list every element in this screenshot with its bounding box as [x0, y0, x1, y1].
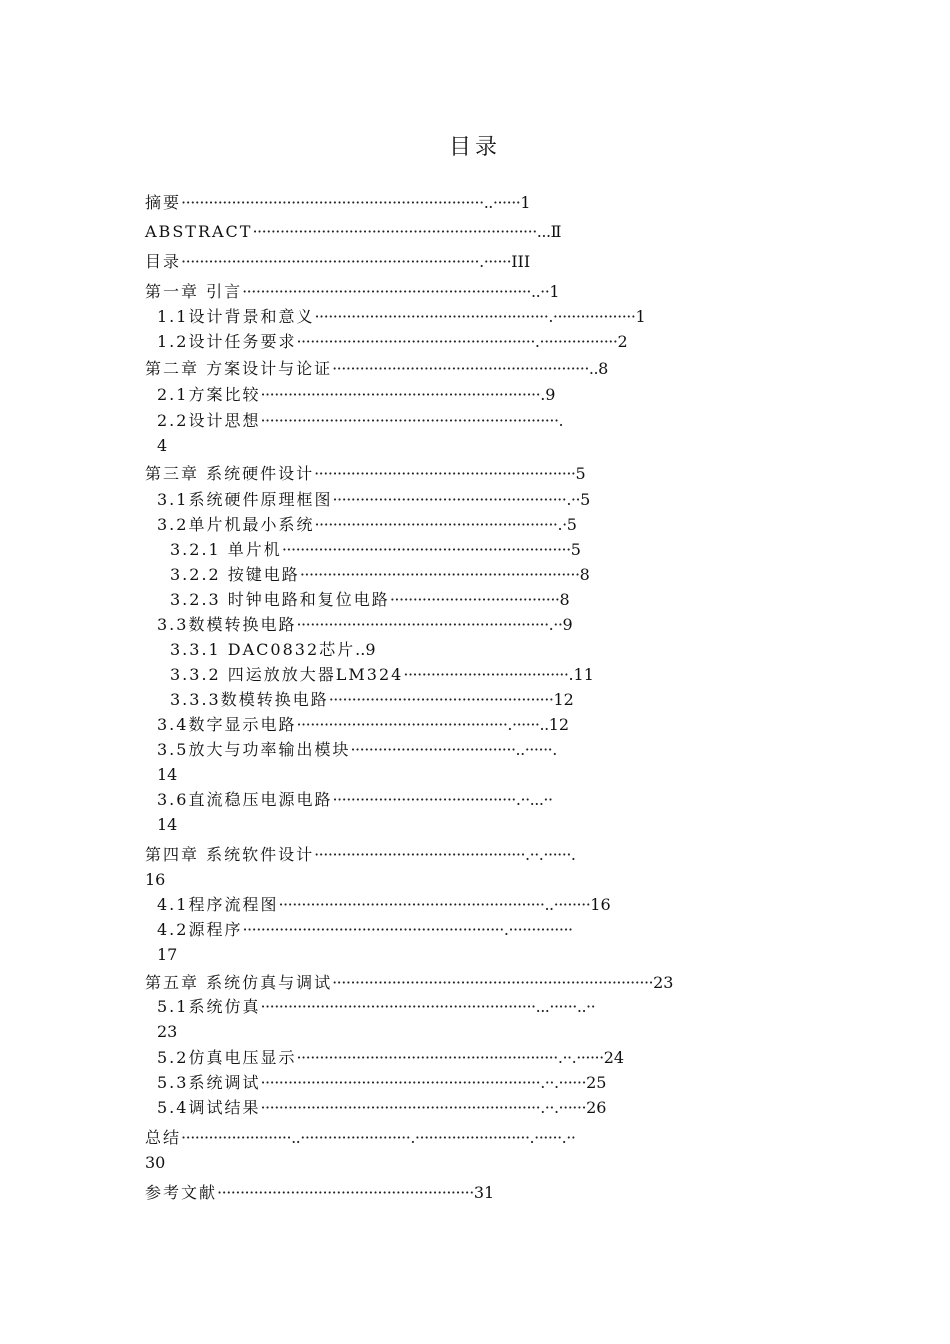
toc-entry[interactable]: [145, 973, 673, 993]
toc-entry-label: 2.1方案比较: [157, 385, 261, 404]
toc-entry-label: 3.2单片机最小系统: [157, 515, 315, 534]
toc-entry-leader: ····························································...······..··: [260, 997, 596, 1016]
toc-entry-leader: ····················································.·················: [296, 332, 618, 351]
toc-entry-page: 17: [157, 945, 178, 964]
toc-entry-leader: ·······························································..··: [242, 282, 550, 301]
toc-entry-label: 5.3系统调试: [157, 1073, 261, 1092]
toc-entry-page: 16: [590, 895, 611, 914]
toc-entry[interactable]: [157, 436, 167, 456]
toc-entry-label: 参考文献: [145, 1183, 218, 1202]
toc-entry-leader: ······································································: [332, 973, 654, 992]
toc-entry-label: 摘要: [145, 193, 182, 212]
toc-entry-leader: ·····························································.··.······: [260, 1098, 587, 1117]
toc-entry-label: 1.2设计任务要求: [157, 332, 297, 351]
toc-entry-label: 3.2.2 按键电路: [170, 565, 300, 584]
toc-entry[interactable]: [157, 945, 177, 965]
toc-entry-label: 5.4调试结果: [157, 1098, 261, 1117]
toc-entry-leader: ·································································.: [260, 411, 564, 430]
toc-entry-label: 5.1系统仿真: [157, 997, 261, 1016]
toc-entry[interactable]: [145, 252, 530, 272]
toc-entry-leader: ·······························································: [281, 540, 571, 559]
toc-entry-leader: ·····························································.··.······: [260, 1073, 587, 1092]
toc-entry-leader: ·······················································.··: [296, 615, 563, 634]
toc-entry-page: 5: [580, 490, 591, 509]
toc-entry-label: 3.4数字显示电路: [157, 715, 297, 734]
toc-entry-leader: ·································································.······: [181, 252, 512, 271]
toc-entry-page: 26: [586, 1098, 607, 1117]
toc-entry-page: 5: [575, 464, 586, 483]
toc-entry-leader: ··············································.··.······.: [314, 845, 576, 864]
toc-entry-page: III: [511, 252, 531, 271]
toc-entry-leader: ··································································..······: [181, 193, 521, 212]
toc-entry-leader: ·························································: [314, 464, 576, 483]
toc-entry[interactable]: [157, 765, 177, 785]
toc-entry[interactable]: [157, 997, 595, 1017]
toc-entry[interactable]: [145, 845, 576, 865]
toc-entry-page: 14: [157, 765, 178, 784]
toc-entry[interactable]: [157, 332, 628, 352]
toc-entry-label: 总结: [145, 1128, 182, 1147]
toc-entry[interactable]: [157, 1048, 624, 1068]
toc-entry-label: 3.2.1 单片机: [170, 540, 282, 559]
toc-entry[interactable]: [145, 359, 608, 379]
toc-entry[interactable]: [157, 1022, 177, 1042]
toc-entry[interactable]: [157, 615, 573, 635]
toc-entry[interactable]: [145, 870, 165, 890]
toc-entry[interactable]: [157, 895, 611, 915]
toc-entry-page: 1: [549, 282, 560, 301]
toc-entry-leader: ·····························································: [299, 565, 580, 584]
toc-entry-label: 3.1系统硬件原理框图: [157, 490, 333, 509]
toc-entry-page: 14: [157, 815, 178, 834]
toc-entry[interactable]: [157, 490, 590, 510]
toc-entry-leader: ························..························.·························.······.··: [181, 1128, 576, 1147]
toc-entry[interactable]: [170, 640, 376, 660]
toc-entry-leader: ·····································: [389, 590, 560, 609]
toc-entry-page: 8: [598, 359, 609, 378]
toc-entry-leader: ····································: [403, 665, 569, 684]
toc-entry-label: 3.3.3数模转换电路: [170, 690, 329, 709]
toc-entry-leader: ·····························································: [260, 385, 541, 404]
toc-entry-leader: ··························································..········: [278, 895, 591, 914]
toc-entry-page: 30: [145, 1153, 166, 1172]
toc-entry-label: ABSTRACT: [145, 222, 253, 241]
toc-entry[interactable]: [145, 464, 586, 484]
toc-entry-page: 12: [553, 690, 574, 709]
toc-entry-label: 3.3.2 四运放放大器LM324: [170, 665, 404, 684]
toc-entry-leader: ···················································.··: [332, 490, 581, 509]
toc-entry[interactable]: [157, 920, 573, 940]
toc-entry-leader: ························································: [217, 1183, 474, 1202]
toc-entry-page: 1: [520, 193, 531, 212]
toc-entry-page: 1: [635, 307, 646, 326]
toc-entry-leader: ·····················································.·: [314, 515, 567, 534]
toc-entry-page: Ⅱ: [550, 222, 562, 241]
toc-entry-leader: ····································..······.: [350, 740, 557, 759]
toc-entry[interactable]: [157, 411, 563, 431]
toc-entry[interactable]: [145, 193, 531, 213]
toc-entry-page: .11: [568, 665, 594, 684]
toc-entry[interactable]: [170, 665, 594, 685]
toc-entry-page: 24: [603, 1048, 625, 1067]
toc-entry-leader: ························································..: [332, 359, 599, 378]
page-title: 目录: [448, 135, 501, 160]
toc-entry[interactable]: [157, 740, 557, 760]
toc-entry-page: 5: [570, 540, 581, 559]
toc-entry-page: 8: [559, 590, 570, 609]
toc-entry[interactable]: [157, 515, 577, 535]
toc-entry-label: 3.6直流稳压电源电路: [157, 790, 333, 809]
toc-entry-page: 23: [653, 973, 674, 992]
toc-entry-label: 第三章 系统硬件设计: [145, 464, 315, 483]
toc-entry-leader: ······························································...: [252, 222, 551, 241]
toc-entry[interactable]: [157, 815, 177, 835]
toc-entry-page: 23: [157, 1022, 178, 1041]
toc-entry[interactable]: [170, 540, 581, 560]
toc-entry-leader: ·················································: [328, 690, 554, 709]
toc-entry-label: 3.5放大与功率输出模块: [157, 740, 351, 759]
toc-entry-label: 1.1设计背景和意义: [157, 307, 315, 326]
toc-entry-leader: ·························································.··.······: [296, 1048, 604, 1067]
toc-entry-page: 4: [157, 436, 168, 455]
toc-entry-label: 4.2源程序: [157, 920, 243, 939]
toc-entry[interactable]: [145, 222, 561, 242]
toc-entry-leader: ···················································.··················: [314, 307, 636, 326]
toc-entry[interactable]: [157, 790, 553, 810]
toc-entry-label: 4.1程序流程图: [157, 895, 279, 914]
toc-entry-page: 25: [586, 1073, 607, 1092]
toc-entry-label: 3.3数模转换电路: [157, 615, 297, 634]
toc-entry[interactable]: [145, 282, 560, 302]
toc-entry-page: ..9: [355, 640, 376, 659]
toc-entry-leader: ·························································.··············: [242, 920, 573, 939]
toc-entry[interactable]: [157, 1073, 606, 1093]
toc-entry-label: 第一章 引言: [145, 282, 243, 301]
toc-entry-leader: ··············································.······..: [296, 715, 549, 734]
toc-entry-label: 3.2.3 时钟电路和复位电路: [170, 590, 390, 609]
toc-entry-page: 2: [617, 332, 628, 351]
toc-entry[interactable]: [170, 690, 574, 710]
toc-entry-page: 31: [473, 1183, 495, 1202]
toc-entry-label: 第二章 方案设计与论证: [145, 359, 333, 378]
toc-entry[interactable]: [157, 385, 555, 405]
toc-entry[interactable]: [145, 1128, 575, 1148]
toc-entry-page: 8: [579, 565, 590, 584]
toc-entry[interactable]: [157, 1098, 606, 1118]
toc-entry-label: 5.2仿真电压显示: [157, 1048, 297, 1067]
toc-entry-leader: ········································.··...··: [332, 790, 553, 809]
toc-entry[interactable]: [170, 590, 570, 610]
toc-entry-page: .9: [540, 385, 556, 404]
toc-entry[interactable]: [145, 1153, 165, 1173]
toc-entry-page: 12: [548, 715, 570, 734]
toc-entry[interactable]: [157, 307, 646, 327]
toc-entry-label: 第四章 系统软件设计: [145, 845, 315, 864]
toc-entry-page: 5: [566, 515, 577, 534]
toc-entry-label: 2.2设计思想: [157, 411, 261, 430]
toc-entry[interactable]: [170, 565, 590, 585]
toc-entry[interactable]: [145, 1183, 494, 1203]
toc-entry-page: 16: [145, 870, 166, 889]
toc-entry-label: 3.3.1 DAC0832芯片: [170, 640, 356, 659]
toc-entry-page: 9: [562, 615, 573, 634]
toc-entry-label: 目录: [145, 252, 182, 271]
toc-entry-label: 第五章 系统仿真与调试: [145, 973, 333, 992]
toc-entry[interactable]: [157, 715, 569, 735]
